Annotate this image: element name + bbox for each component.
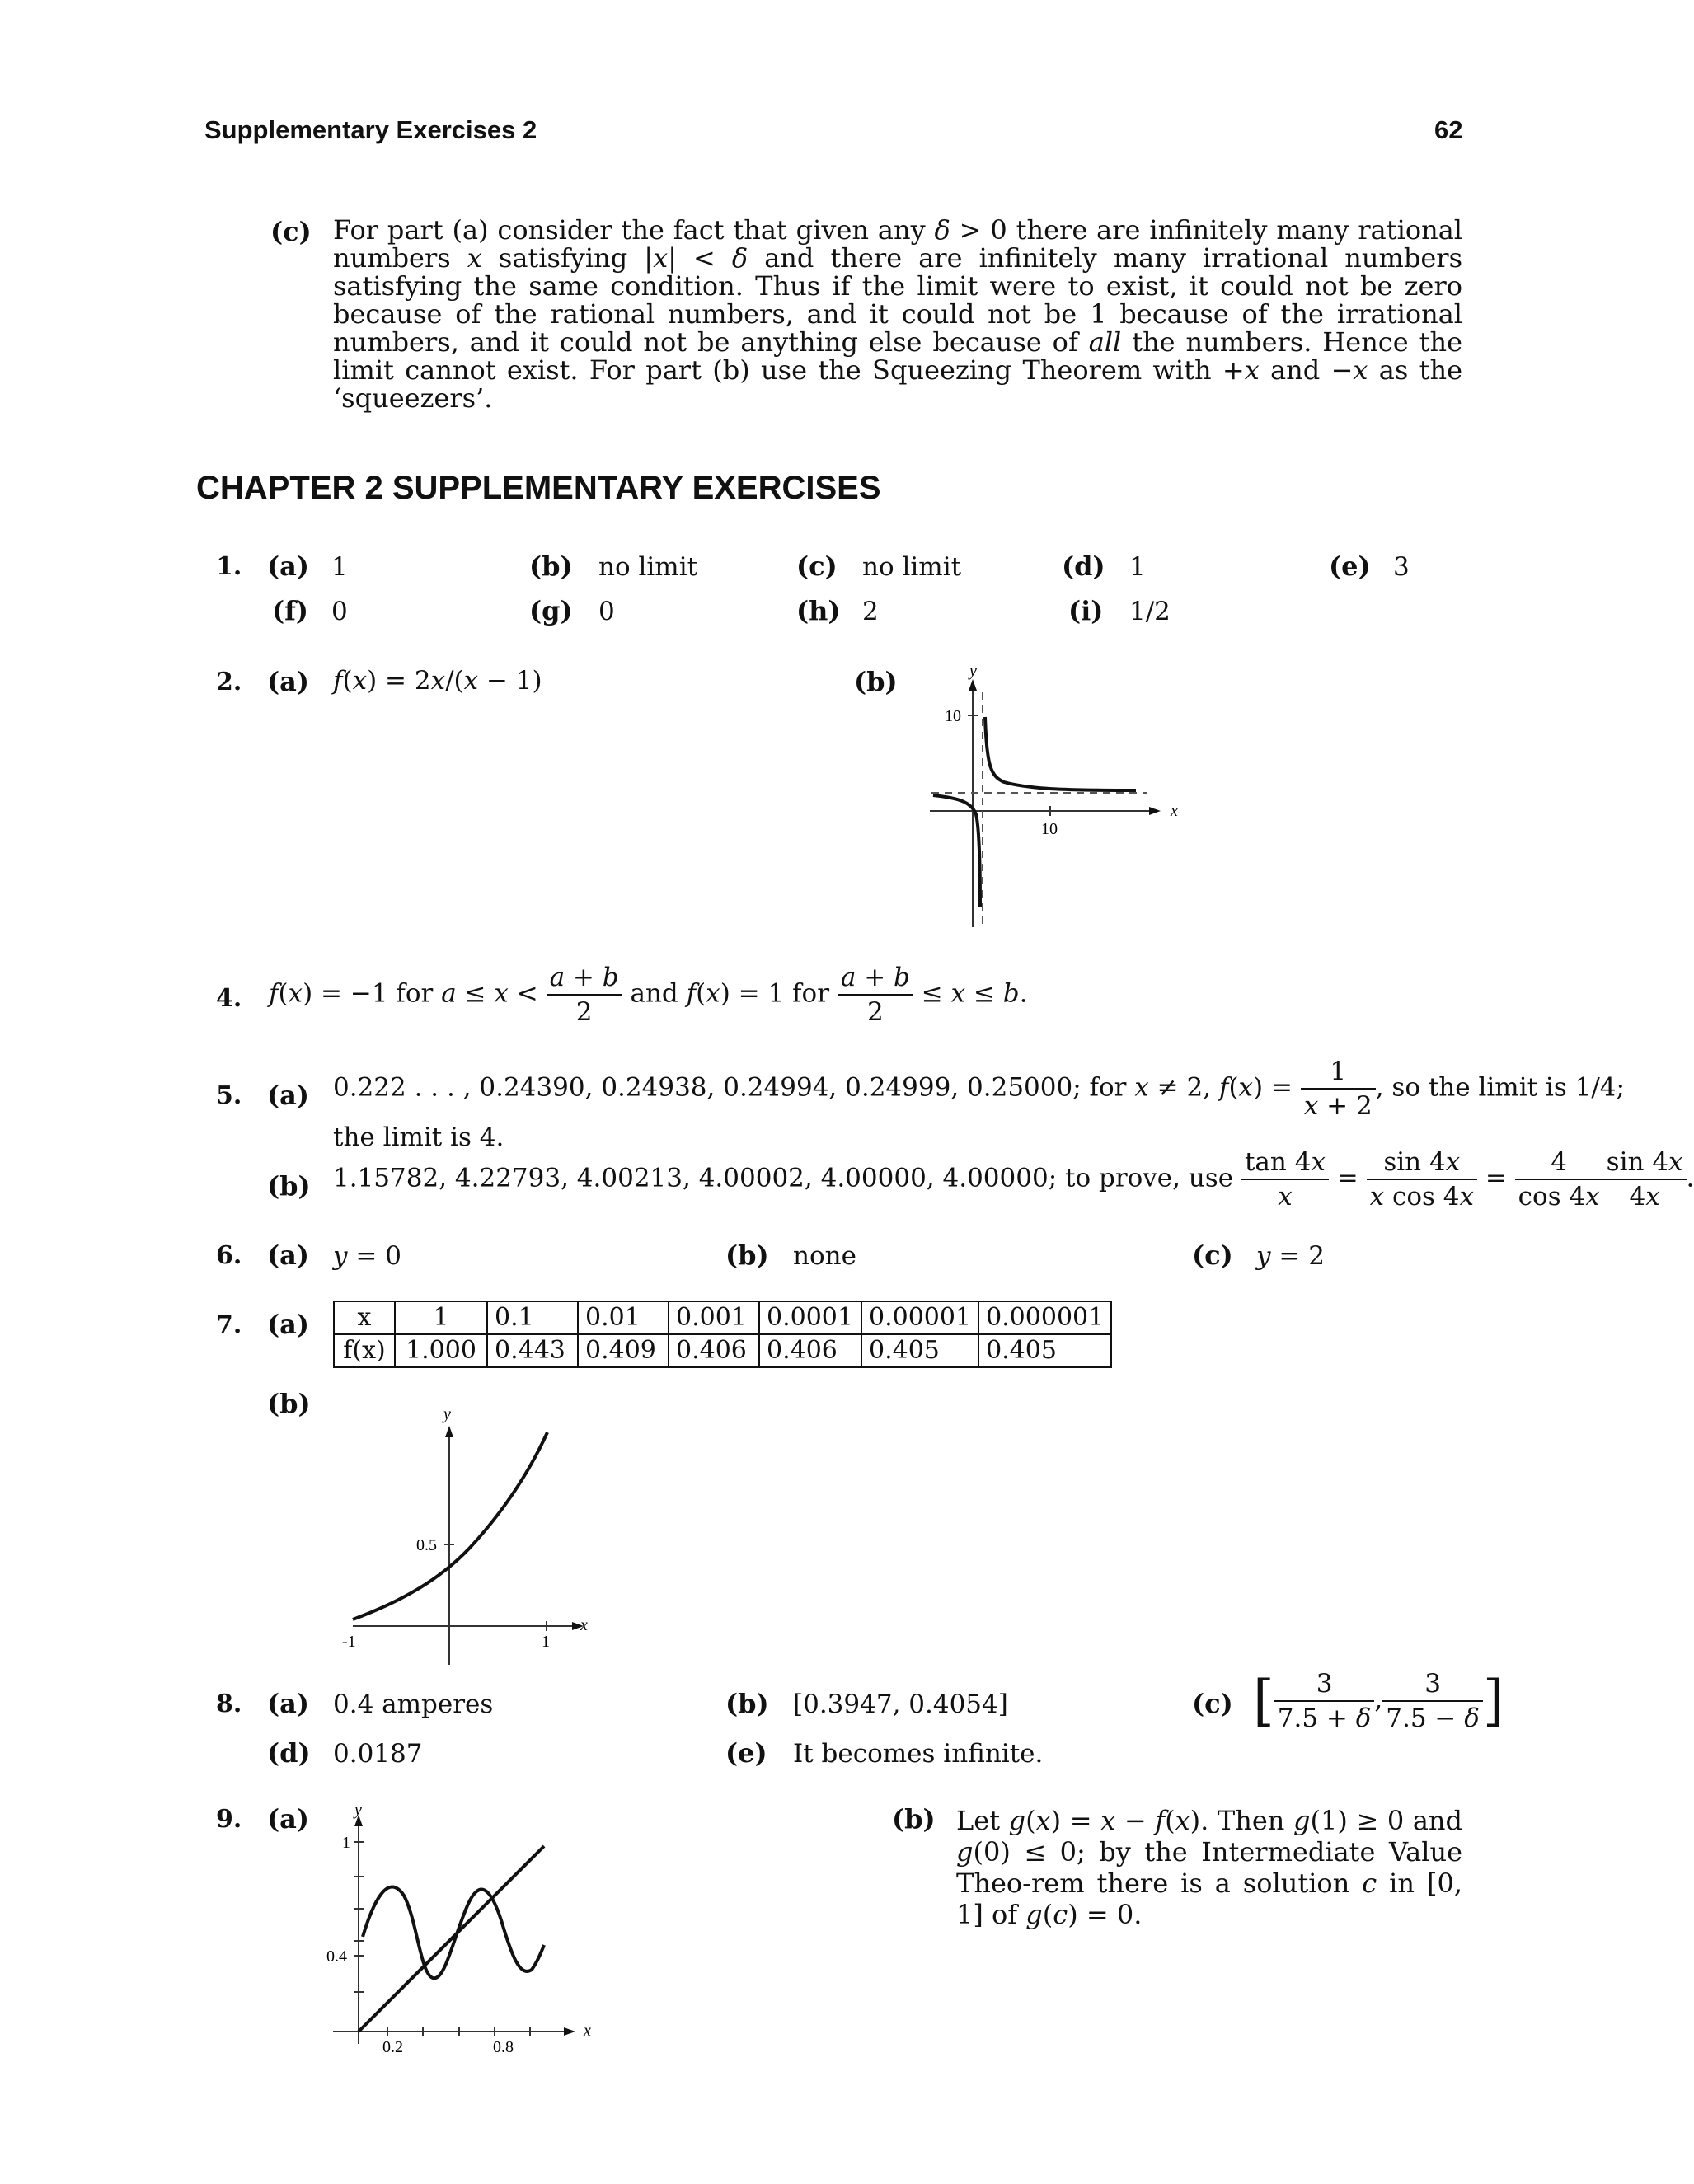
ex5-b-line (333, 1146, 1694, 1213)
ex4-number: 4. (216, 984, 242, 1013)
x-axis-arrow (1149, 807, 1161, 815)
ex7-a-label: (a) (267, 1309, 310, 1340)
ex8-c-fraction-1 (1274, 1667, 1375, 1735)
ex4-fraction-1 (547, 961, 622, 1029)
ex8-b-label: (b) (725, 1688, 769, 1719)
ex2-b-label: (b) (854, 666, 898, 697)
ex5-b-f1-den: x (1241, 1179, 1329, 1213)
ex8-d-answer: 0.0187 (333, 1739, 423, 1769)
ex5-b-period: . (1686, 1163, 1694, 1193)
ex9-number: 9. (216, 1805, 242, 1834)
ex2-number: 2. (216, 668, 242, 696)
ex5-b-f3-num: 4 (1551, 1147, 1568, 1177)
table-header-x: x (334, 1301, 395, 1334)
ex4-statement (269, 961, 1028, 1029)
ex1-label-b: (b) (529, 551, 573, 582)
table-cell: 0.406 (759, 1334, 861, 1367)
ex6-a-answer: y = 0 (333, 1241, 401, 1271)
ex4-frac1-num: a + b (549, 963, 619, 992)
ex7-value-table (333, 1301, 1112, 1368)
ex5-b-equals-2: = (1485, 1163, 1507, 1193)
ex6-c-answer: y = 2 (1256, 1241, 1325, 1271)
x-axis-label: x (1171, 802, 1178, 820)
x-tick-left-label: -1 (342, 1633, 356, 1651)
table-cell: 0.00001 (861, 1301, 978, 1334)
ex5-b-values: 1.15782, 4.22793, 4.00213, 4.00002, 4.00000, 4.00000; to prove, use (333, 1163, 1234, 1193)
x-tick-label: 10 (1041, 820, 1058, 838)
ex9-b-answer: Let g(x) = x − f(x). Then g(1) ≥ 0 and g(0) ≤ 0; by the Intermediate Value Theo-rem there is a solution c in [0, 1] of g(c) = 0. (956, 1805, 1463, 1930)
ex8-c-f2-num: 3 (1424, 1669, 1441, 1699)
ex1-value-c: no limit (862, 552, 962, 582)
ex8-d-label: (d) (267, 1737, 311, 1769)
identity-line (359, 1846, 544, 2032)
table-row (334, 1301, 1111, 1334)
ex5-a-conclusion: , so the limit is 1/4; (1375, 1072, 1625, 1103)
ex8-c-f1-den: 7.5 + δ (1274, 1700, 1375, 1735)
ex6-b-label: (b) (725, 1240, 769, 1271)
ex9-a-label: (a) (267, 1803, 310, 1835)
ex6-a-label: (a) (267, 1240, 310, 1271)
table-cell: 0.405 (861, 1334, 978, 1367)
ex5-b-f1-num: tan 4x (1244, 1147, 1326, 1177)
y-axis-label: y (443, 1405, 451, 1423)
x-tick-a-label: 0.2 (382, 2038, 403, 2056)
ex1-value-a: 1 (331, 552, 348, 582)
ex9-fixed-point-graph (321, 1801, 602, 2056)
ex5-a-fraction (1301, 1055, 1376, 1122)
ex5-b-label: (b) (267, 1170, 311, 1202)
table-cell: 0.443 (487, 1334, 578, 1367)
x-tick-right-label: 1 (542, 1633, 550, 1651)
ex8-e-answer: It becomes infinite. (793, 1739, 1044, 1769)
ex1-label-c: (c) (796, 551, 838, 582)
x-axis-label: x (584, 2022, 591, 2040)
ex5-b-f3-den: cos 4x (1515, 1179, 1603, 1213)
table-cell: 0.000001 (978, 1301, 1111, 1334)
table-cell: 0.1 (487, 1301, 578, 1334)
ex8-b-answer: [0.3947, 0.4054] (793, 1690, 1008, 1719)
ex6-c-label: (c) (1192, 1240, 1233, 1271)
ex1-label-f: (f) (272, 595, 309, 626)
table-cell: 0.406 (669, 1334, 759, 1367)
y-tick-mid-label: 0.4 (326, 1947, 347, 1966)
x-axis-label: x (580, 1616, 588, 1634)
ex8-c-fraction-2 (1382, 1667, 1483, 1735)
ex5-a-line1 (333, 1055, 1625, 1122)
y-axis-label: y (354, 1801, 362, 1819)
table-cell: 0.01 (578, 1301, 669, 1334)
x-axis-arrow (564, 2027, 575, 2036)
table-cell: 0.409 (578, 1334, 669, 1367)
y-tick-label: 10 (945, 707, 961, 725)
ex8-a-label: (a) (267, 1688, 310, 1719)
ex1-label-g: (g) (529, 595, 573, 626)
ex8-c-comma: , (1374, 1685, 1383, 1715)
ex1-value-d: 1 (1129, 552, 1146, 582)
ex8-c-f1-num: 3 (1316, 1669, 1333, 1699)
y-tick-label: 0.5 (416, 1536, 437, 1554)
ex5-b-f2-num: sin 4x (1383, 1147, 1461, 1177)
ex1-value-g: 0 (598, 597, 615, 626)
ex8-c-left-bracket: [ (1253, 1669, 1274, 1732)
ex5-b-equals-1: = (1336, 1163, 1358, 1193)
table-cell: 0.405 (978, 1334, 1111, 1367)
ex2-a-formula: f(x) = 2x/(x − 1) (333, 666, 542, 696)
part-c-text: For part (a) consider the fact that given any δ > 0 there are infinitely many rational numbers x satisfying |x| < δ and there are infinitely many irrational numbers satisfying the same condition. Thus if the limit were to exist, it could not be zero because of the rational numbers, and it could not be 1 because of the irrational numbers, and it could not be anything else because of all the numbers. Hence the limit cannot exist. For part (b) use the Squeezing Theorem with +x and −x as the ‘squeezers’. (333, 214, 1463, 414)
ex7-b-label: (b) (267, 1388, 311, 1419)
ex5-b-fraction-1 (1241, 1146, 1329, 1213)
ex8-number: 8. (216, 1690, 242, 1718)
right-branch-curve (985, 717, 1136, 790)
ex5-a-frac-num: 1 (1330, 1057, 1347, 1086)
part-c-label: (c) (270, 216, 312, 247)
table-row (334, 1334, 1111, 1367)
ex5-b-f4-num: sin 4x (1606, 1147, 1683, 1177)
ex5-a-line2: the limit is 4. (333, 1122, 504, 1152)
page-number: 62 (1434, 115, 1463, 144)
ex2-hyperbola-graph (907, 659, 1204, 931)
y-tick-top-label: 1 (342, 1834, 350, 1852)
ex4-text-pre: f(x) = −1 for a ≤ x < (269, 978, 538, 1009)
ex1-label-i: (i) (1068, 595, 1104, 626)
ex5-a-frac-den: x + 2 (1301, 1088, 1376, 1122)
ex8-c-interval (1253, 1665, 1504, 1737)
ex2-a-label: (a) (267, 666, 310, 697)
ex5-a-label: (a) (267, 1080, 310, 1111)
ex5-number: 5. (216, 1081, 242, 1110)
table-cell: 1 (395, 1301, 487, 1334)
ex1-label-a: (a) (267, 551, 310, 582)
ex5-b-fraction-3 (1515, 1146, 1603, 1213)
ex1-number: 1. (216, 552, 242, 581)
ex1-label-h: (h) (796, 595, 841, 626)
ex4-frac2-num: a + b (840, 963, 910, 992)
ex4-frac2-den: 2 (838, 994, 913, 1029)
ex8-e-label: (e) (725, 1737, 767, 1769)
ex4-fraction-2 (838, 961, 913, 1029)
table-cell: 0.0001 (759, 1301, 861, 1334)
chapter-title: CHAPTER 2 SUPPLEMENTARY EXERCISES (196, 470, 881, 506)
ex1-value-f: 0 (331, 597, 348, 626)
ex8-c-f2-den: 7.5 − δ (1382, 1700, 1483, 1735)
y-axis-arrow (969, 679, 977, 691)
running-header-title: Supplementary Exercises 2 (204, 115, 537, 144)
ex1-label-e: (e) (1329, 551, 1371, 582)
ex1-value-b: no limit (598, 552, 698, 582)
ex5-b-f2-den: x cos 4x (1367, 1179, 1477, 1213)
ex6-b-answer: none (793, 1241, 856, 1271)
ex8-c-label: (c) (1192, 1688, 1233, 1719)
ex1-value-h: 2 (862, 597, 879, 626)
ex1-value-e: 3 (1393, 552, 1410, 582)
ex9-b-label: (b) (892, 1803, 936, 1835)
ex8-c-right-bracket: ] (1482, 1669, 1504, 1732)
ex1-label-d: (d) (1062, 551, 1105, 582)
y-axis-arrow (445, 1426, 453, 1437)
ex4-text-mid: and f(x) = 1 for (630, 978, 830, 1009)
table-cell: 0.001 (669, 1301, 759, 1334)
table-header-fx: f(x) (334, 1334, 395, 1367)
function-curve (363, 1887, 544, 1979)
table-cell: 1.000 (395, 1334, 487, 1367)
ex6-number: 6. (216, 1241, 242, 1270)
ex7-exponential-graph (330, 1401, 610, 1657)
ex8-a-answer: 0.4 amperes (333, 1690, 494, 1719)
ex4-text-post: ≤ x ≤ b. (921, 978, 1028, 1009)
x-tick-b-label: 0.8 (493, 2038, 514, 2056)
ex1-value-i: 1/2 (1129, 597, 1171, 626)
ex5-b-f4-den: 4x (1603, 1179, 1687, 1213)
ex7-number: 7. (216, 1310, 242, 1339)
ex5-b-fraction-2 (1367, 1146, 1477, 1213)
ex4-frac1-den: 2 (547, 994, 622, 1029)
ex5-b-fraction-4 (1603, 1146, 1687, 1213)
y-axis-label: y (969, 662, 977, 680)
ex5-a-values: 0.222 . . . , 0.24390, 0.24938, 0.24994, 0.24999, 0.25000; for x ≠ 2, f(x) = (333, 1072, 1293, 1103)
